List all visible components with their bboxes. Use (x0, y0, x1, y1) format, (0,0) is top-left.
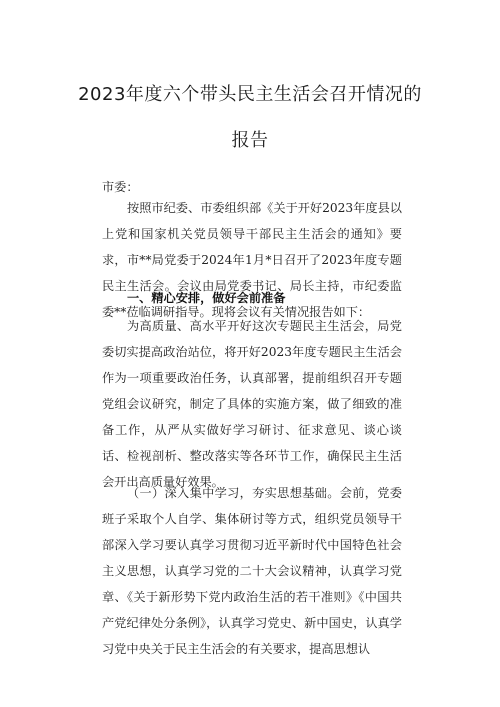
section-heading-1: 一、精心安排，做好会前准备 (127, 291, 286, 305)
paragraph-intro: 按照市纪委、市委组织部《关于开好2023年度县以上党和国家机关党员领导干部民主生活会的通知》要求，市**局党委于2024年1月*日召开了2023年度专题民主生活会。会议由局党委书记、局长主持，市纪委监委**莅临调研指导。现将会议有关情况报告如下： (102, 201, 402, 319)
document-title-line-1: 2023年度六个带头民主生活会召开情况的 (78, 84, 422, 105)
paragraph-study: （一）深入集中学习，夯实思想基础。会前，党委班子采取个人自学、集体研讨等方式，组织党员领导干部深入学习要认真学习贯彻习近平新时代中国特色社会主义思想，认真学习党的二十大会议精神，认真学习党章、《关于新形势下党内政治生活的若干准则》《中国共产党纪律处分条例》，认真学习党史、新中国史，认真学习党中央关于民主生活会的有关要求，提高思想认 (102, 486, 402, 656)
salutation: 市委： (102, 180, 139, 194)
paragraph-preparation: 为高质量、高水平开好这次专题民主生活会，局党委切实提高政治站位，将开好2023年度专题民主生活会作为一项重要政治任务，认真部署，提前组织召开专题党组会议研究，制定了具体的实施方案，做了细致的准备工作，从严从实做好学习研讨、征求意见、谈心谈话、检视剖析、整改落实等各环节工作，确保民主生活会开出高质量好效果。 (102, 319, 402, 489)
document-title-line-2: 报告 (231, 130, 269, 151)
